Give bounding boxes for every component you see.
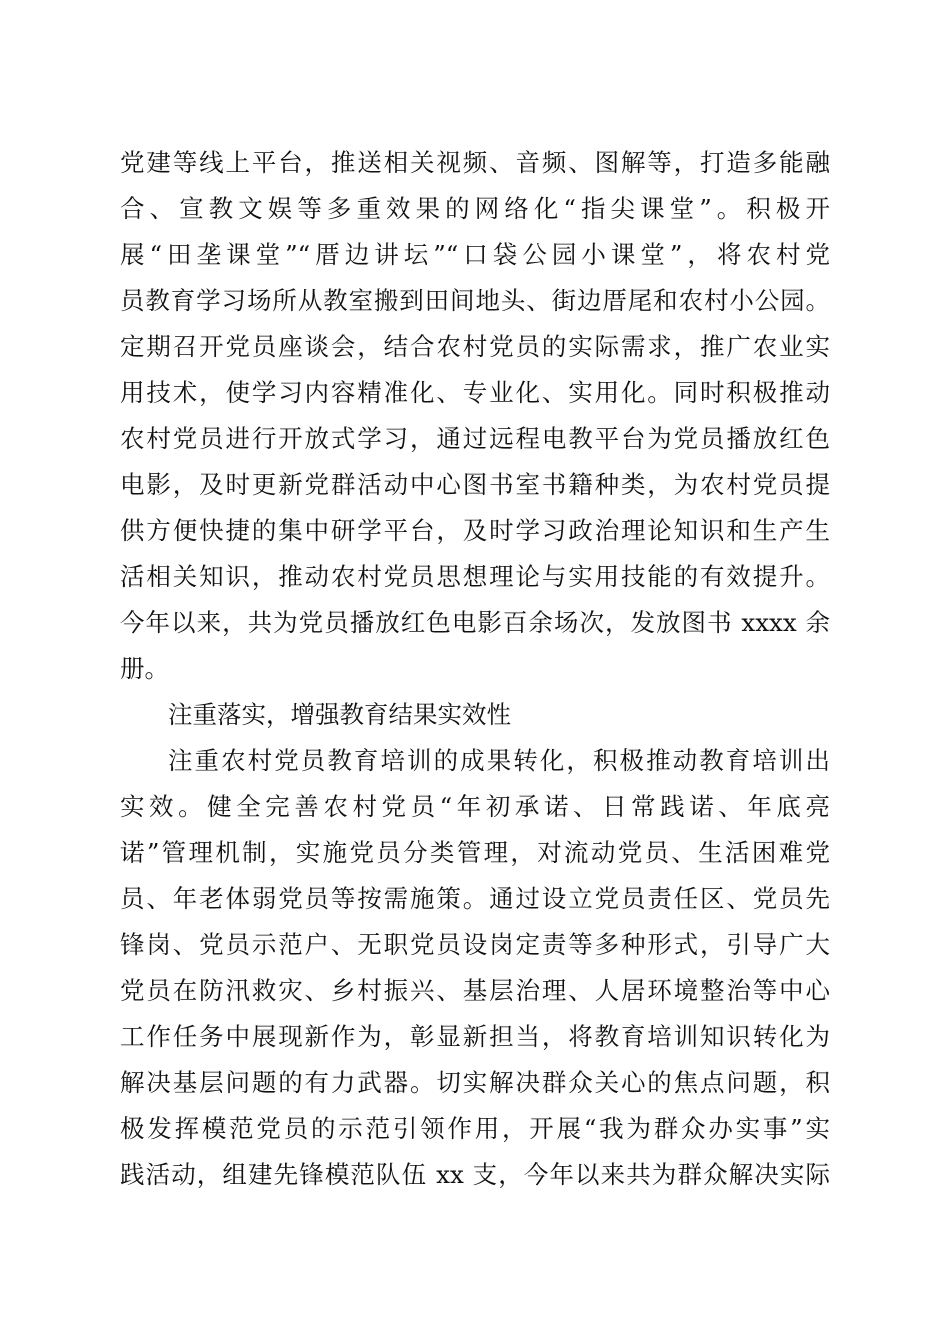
body-text-line: 锋岗、党员示范户、无职党员设岗定责等多种形式，引导广大 [120, 930, 830, 959]
body-text-line: 展“田垄课堂”“厝边讲坛”“口袋公园小课堂”，将农村党 [120, 240, 830, 269]
body-text-line: 电影，及时更新党群活动中心图书室书籍种类，为农村党员提 [120, 470, 830, 499]
body-text-line: 党建等线上平台，推送相关视频、音频、图解等，打造多能融 [120, 148, 830, 177]
section-heading: 注重落实，增强教育结果实效性 [168, 700, 511, 729]
body-text-line: 践活动，组建先锋模范队伍 xx 支，今年以来共为群众解决实际 [120, 1160, 830, 1189]
body-text-line: 今年以来，共为党员播放红色电影百余场次，发放图书 xxxx 余 [120, 608, 830, 637]
body-text-line: 定期召开党员座谈会，结合农村党员的实际需求，推广农业实 [120, 332, 830, 361]
body-text-line: 供方便快捷的集中研学平台，及时学习政治理论知识和生产生 [120, 516, 830, 545]
body-text-line: 党员在防汛救灾、乡村振兴、基层治理、人居环境整治等中心 [120, 976, 830, 1005]
body-text-line: 诺”管理机制，实施党员分类管理，对流动党员、生活困难党 [120, 838, 830, 867]
body-text-line: 用技术，使学习内容精准化、专业化、实用化。同时积极推动 [120, 378, 830, 407]
body-text-line: 极发挥模范党员的示范引领作用，开展“我为群众办实事”实 [120, 1114, 830, 1143]
paragraph-first-line: 注重农村党员教育培训的成果转化，积极推动教育培训出 [168, 746, 830, 775]
body-text-line: 农村党员进行开放式学习，通过远程电教平台为党员播放红色 [120, 424, 830, 453]
body-text-line: 工作任务中展现新作为，彰显新担当，将教育培训知识转化为 [120, 1022, 830, 1051]
body-text-line: 解决基层问题的有力武器。切实解决群众关心的焦点问题，积 [120, 1068, 830, 1097]
body-text-line: 册。 [120, 654, 169, 683]
body-text-line: 实效。健全完善农村党员“年初承诺、日常践诺、年底亮 [120, 792, 830, 821]
body-text-line: 合、宣教文娱等多重效果的网络化“指尖课堂”。积极开 [120, 194, 830, 223]
body-text-line: 员教育学习场所从教室搬到田间地头、街边厝尾和农村小公园。 [120, 286, 830, 315]
body-text-line: 员、年老体弱党员等按需施策。通过设立党员责任区、党员先 [120, 884, 830, 913]
body-text-line: 活相关知识，推动农村党员思想理论与实用技能的有效提升。 [120, 562, 830, 591]
